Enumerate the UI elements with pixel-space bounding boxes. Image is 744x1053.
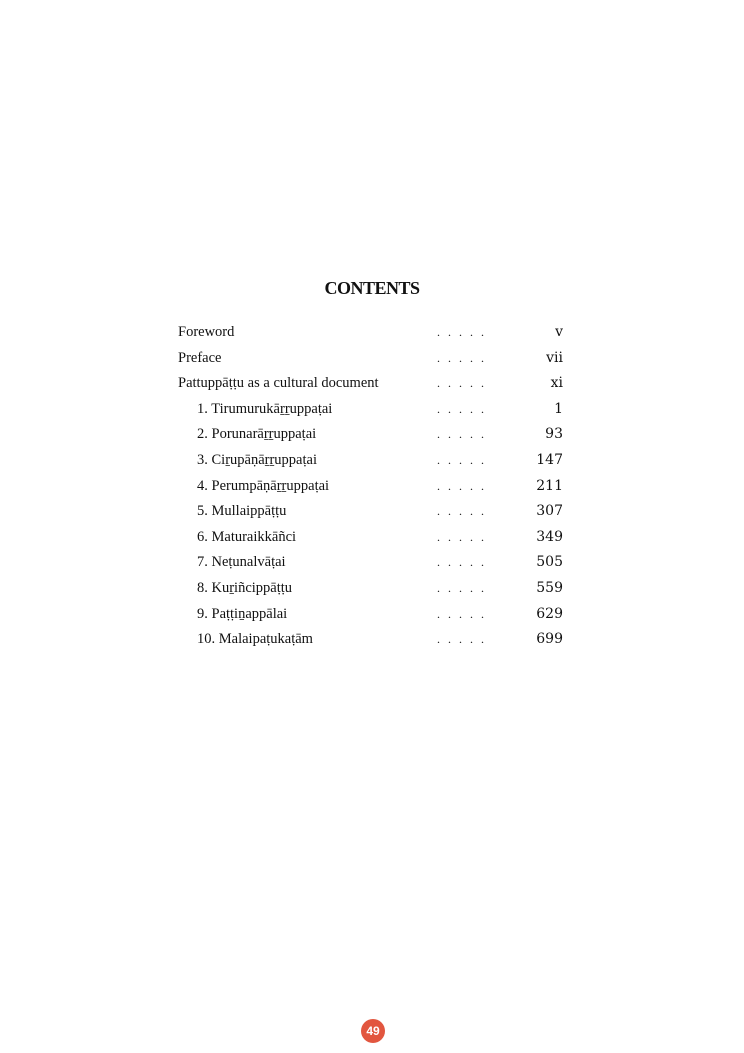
- toc-page-number: 147: [536, 451, 563, 468]
- toc-entry: [178, 348, 563, 374]
- toc-entry-label: Foreword: [178, 324, 235, 340]
- toc-page-number: xi: [550, 375, 563, 392]
- toc-leader-dots: . . . . .: [437, 555, 487, 570]
- toc-entry-label: 3. Ciṟupāṇāṟṟuppaṭai: [197, 451, 317, 468]
- toc-entry-label: 2. Porunarāṟṟuppaṭai: [197, 426, 317, 443]
- toc-chapter-entry: [178, 450, 563, 476]
- toc-page-number: v: [555, 324, 563, 340]
- toc-leader-dots: . . . . .: [437, 529, 487, 544]
- toc-leader-dots: . . . . .: [437, 452, 487, 467]
- toc-leader-dots: . . . . .: [437, 504, 487, 519]
- toc-leader-dots: . . . . .: [437, 350, 487, 365]
- table-of-contents: [178, 322, 563, 655]
- toc-chapter-entry: [178, 399, 563, 425]
- toc-chapter-entry: [178, 527, 563, 553]
- toc-leader-dots: . . . . .: [437, 632, 487, 647]
- toc-chapter-entry: [178, 424, 563, 450]
- toc-entry: [178, 322, 563, 348]
- toc-leader-dots: . . . . .: [437, 427, 487, 442]
- toc-leader-dots: . . . . .: [437, 478, 487, 493]
- toc-page-number: 1: [554, 400, 563, 417]
- toc-chapter-entry: [178, 501, 563, 527]
- toc-page-number: 505: [536, 554, 563, 571]
- toc-leader-dots: . . . . .: [437, 580, 487, 595]
- toc-entry-label: 10. Malaipaṭukaṭām: [197, 631, 313, 648]
- toc-page-number: 349: [536, 528, 563, 545]
- toc-chapter-entry: [178, 552, 563, 578]
- toc-chapter-entry: [178, 578, 563, 604]
- toc-chapter-entry: [178, 629, 563, 655]
- toc-entry-label: 9. Paṭṭiṉappālai: [197, 605, 288, 622]
- toc-page-number: vii: [546, 349, 563, 366]
- toc-entry-label: 4. Perumpāṇāṟṟuppaṭai: [197, 477, 330, 494]
- toc-entry-label: Pattuppāṭṭu as a cultural document: [178, 375, 379, 392]
- toc-chapter-entry: [178, 476, 563, 502]
- toc-entry-label: 1. Tirumurukāṟṟuppaṭai: [197, 400, 333, 417]
- toc-entry-label: 7. Neṭunalvāṭai: [197, 554, 286, 571]
- toc-entry-label: 5. Mullaippāṭṭu: [197, 503, 287, 520]
- toc-entry-label: 8. Kuṟiñcippāṭṭu: [197, 579, 293, 596]
- toc-page-number: 93: [545, 426, 563, 443]
- toc-entry-label: Preface: [178, 349, 222, 366]
- toc-leader-dots: . . . . .: [437, 401, 487, 416]
- toc-page-number: 307: [536, 503, 563, 520]
- page-number-badge: 49: [361, 1019, 385, 1043]
- toc-page-number: 629: [536, 605, 563, 622]
- page-title: CONTENTS: [324, 278, 420, 298]
- toc-page-number: 699: [536, 631, 563, 648]
- toc-entry-label: 6. Maturaikkāñci: [197, 528, 297, 545]
- toc-page-number: 559: [536, 579, 563, 596]
- toc-page-number: 211: [536, 477, 563, 494]
- toc-chapter-entry: [178, 604, 563, 630]
- toc-leader-dots: . . . . .: [437, 376, 487, 391]
- toc-entry: [178, 373, 563, 399]
- toc-leader-dots: . . . . .: [437, 325, 487, 339]
- toc-leader-dots: . . . . .: [437, 606, 487, 621]
